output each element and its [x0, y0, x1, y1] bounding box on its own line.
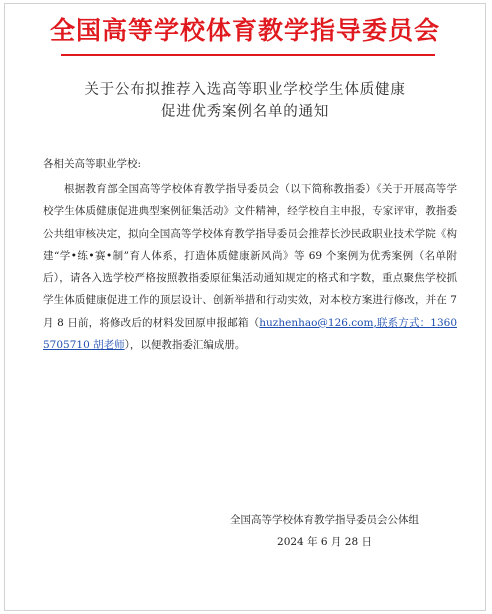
contact-info: ,联系方式：13605705710 胡老师 — [43, 316, 458, 352]
letterhead-divider — [61, 54, 435, 56]
notice-title-line-1: 关于公布拟推荐入选高等职业学校学生体质健康 — [84, 82, 406, 98]
letterhead-title: 全国高等学校体育教学指导委员会 — [49, 16, 440, 45]
email-link[interactable]: huzhenhao@126.com — [259, 316, 374, 329]
document-page — [4, 3, 486, 611]
notice-title-line-2: 促进优秀案例名单的通知 — [160, 104, 330, 120]
salutation: 各相关高等职业学校: — [43, 158, 142, 170]
body-text-end: ），以便教指委汇编成册。 — [124, 339, 246, 352]
body-text-main: 根据教育部全国高等学校体育教学指导委员会（以下简称教指委）《关于开展高等学校学生体质健康促进典型案例征集活动》文件精神，经学校自主申报，专家评审，教指委公共组审核决定，拟向全国高等学校体育教学指导委员会推荐长沙民政职业技术学院《构建“学•练•赛•制”育人体系，打造体质健康新风尚》等 69 个案例为优秀案例（名单附后），请各入选学校严格按照教指委原征集活动通知规定的格式和字数，重点聚焦学校抓学生体质健康促进工作的顶层设计、创新举措和行动实效，对本校方案进行修改，并在 7 月 8 日前，将修改后的材料发回原申报邮箱（ — [43, 183, 457, 329]
signature-block — [230, 509, 419, 553]
signature-date: 2024 年 6 月 28 日 — [277, 536, 372, 548]
signature-org: 全国高等学校体育教学指导委员会公体组 — [230, 514, 419, 526]
notice-title — [5, 79, 485, 123]
notice-body — [43, 178, 457, 356]
